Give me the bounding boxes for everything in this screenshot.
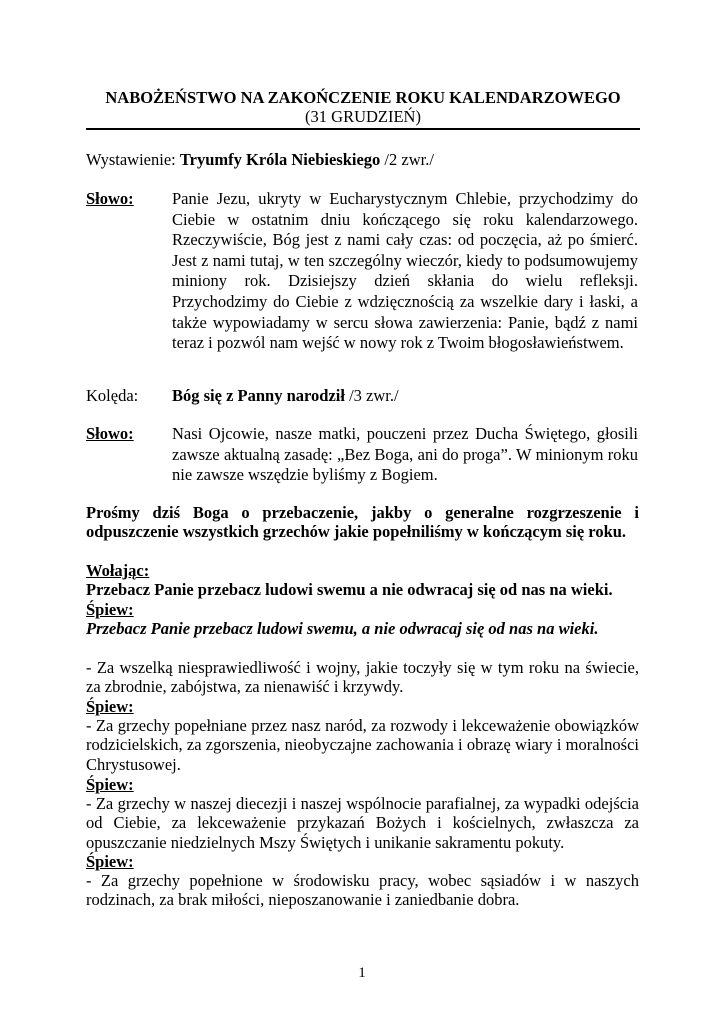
document-subtitle: (31 GRUDZIEŃ) bbox=[305, 107, 421, 126]
word1-text: Panie Jezu, ukryty w Eucharystycznym Chlebie, przychodzimy do Ciebie w ostatnim dniu kończącego się roku kalendarzowego. Rzeczywiście, Bóg jest z nami cały czas: od poczęcia, aż po śmierć. Jest z nami tutaj, w ten szczególny wieczór, kiedy to podsumowujemy miniony rok. Dzisiejszy dzień skłania do wielu refleksji. Przychodzimy do Ciebie z wdzięcznością za wszelkie dary i łaski, a także wypowiadamy w sercu słowa zawierzenia: Panie, bądź z nami teraz i pozwól nam wejść w nowy rok z Twoim błogosławieństwem. bbox=[172, 189, 638, 353]
carol-suffix: /3 zwr./ bbox=[344, 386, 399, 405]
page-number: 1 bbox=[358, 965, 366, 981]
intention-4: - Za grzechy popełnione w środowisku pracy, wobec sąsiadów i w naszych rodzinach, za brak miłości, nieposzanowanie i zaniedbanie dobra. bbox=[86, 871, 639, 910]
intention-2-response: Śpiew: bbox=[86, 775, 134, 794]
title-divider bbox=[86, 128, 640, 130]
intention-1: - Za wszelką niesprawiedliwość i wojny, jakie toczyły się w tym roku na świecie, za zbrodnie, zabójstwa, za nienawiść i krzywdy. bbox=[86, 658, 639, 697]
singing-label: Śpiew: bbox=[86, 600, 134, 619]
calling-label: Wołając: bbox=[86, 561, 150, 580]
intention-1-response: Śpiew: bbox=[86, 697, 134, 716]
exposition-line bbox=[86, 150, 434, 170]
intention-2: - Za grzechy popełniane przez nasz naród, za rozwody i lekceważenie obowiązków rodzicielskich, za zgorszenia, nieobyczajne zachowania i obrazę wiary i moralności Chrystusowej. bbox=[86, 716, 639, 774]
word2-label: Słowo: bbox=[86, 424, 134, 443]
exposition-suffix: /2 zwr./ bbox=[380, 150, 434, 169]
document-title: NABOŻEŃSTWO NA ZAKOŃCZENIE ROKU KALENDARZOWEGO bbox=[105, 88, 621, 107]
prayer-intro: Prośmy dziś Boga o przebaczenie, jakby o generalne rozgrzeszenie i odpuszczenie wszystkich grzechów jakie popełniliśmy w kończącym się roku. bbox=[86, 503, 639, 542]
exposition-song: Tryumfy Króla Niebieskiego bbox=[179, 150, 381, 169]
carol-song: Bóg się z Panny narodził bbox=[172, 386, 345, 405]
carol-line bbox=[172, 386, 399, 406]
word1-label: Słowo: bbox=[86, 189, 134, 208]
intention-3-response: Śpiew: bbox=[86, 852, 134, 871]
singing-text: Przebacz Panie przebacz ludowi swemu, a nie odwracaj się od nas na wieki. bbox=[86, 619, 599, 638]
intention-3: - Za grzechy w naszej diecezji i naszej wspólnocie parafialnej, za wypadki odejścia od Ciebie, za lekceważenie przykazań Bożych i kościelnych, zwłaszcza za opuszczanie niedzielnych Mszy Świętych i unikanie sakramentu pokuty. bbox=[86, 794, 639, 852]
carol-label: Kolęda: bbox=[86, 386, 139, 405]
word2-text: Nasi Ojcowie, nasze matki, pouczeni przez Ducha Świętego, głosili zawsze aktualną zasadę: „Bez Boga, ani do proga”. W minionym roku nie zawsze wszędzie byliśmy z Bogiem. bbox=[172, 424, 638, 485]
calling-text: Przebacz Panie przebacz ludowi swemu a nie odwracaj się od nas na wieki. bbox=[86, 580, 613, 599]
exposition-prefix: Wystawienie: bbox=[86, 150, 180, 169]
